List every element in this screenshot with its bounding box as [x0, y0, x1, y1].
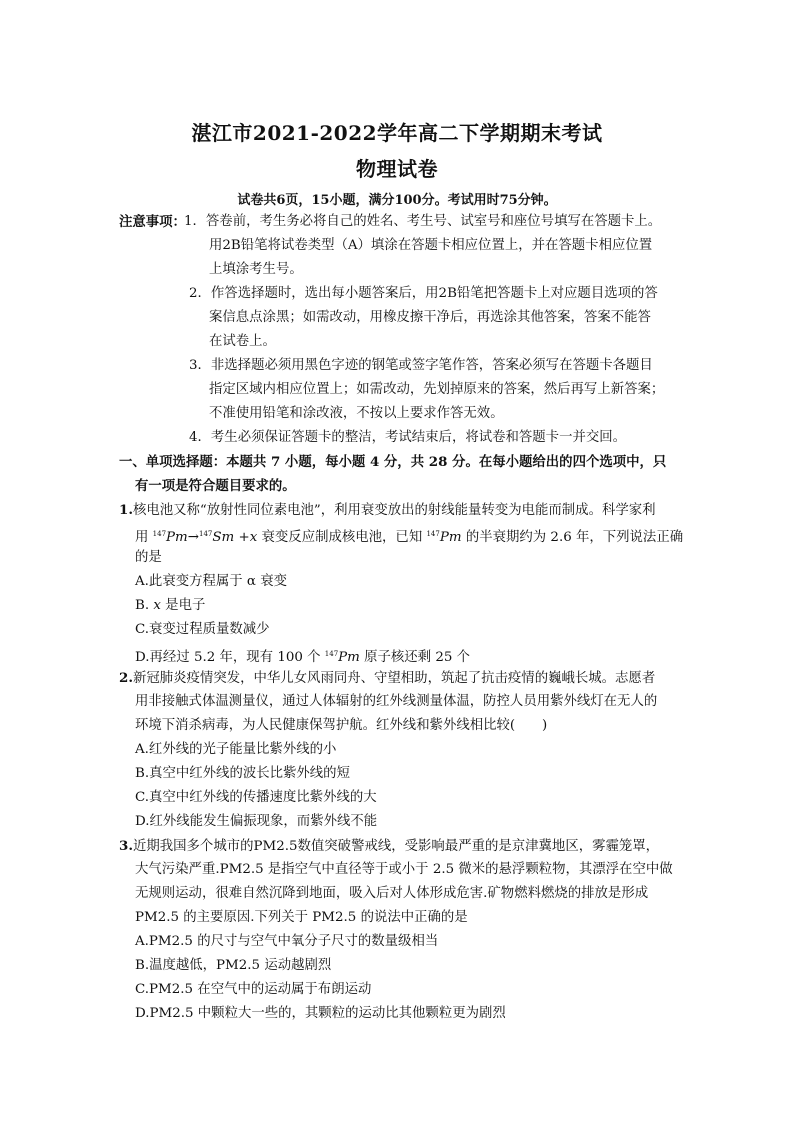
- option-a: A.此衰变方程属于 α 衰变: [135, 574, 287, 589]
- notice-line: 2．作答选择题时，选出每小题答案后，用2B铅笔把答题卡上对应题目选项的答: [189, 286, 658, 301]
- question-text: 近期我国多个城市的PM2.5数值突破警戒线，受影响最严重的是京津冀地区，雾霾笼罩，: [132, 839, 660, 854]
- question-number: 3.: [119, 838, 133, 854]
- notice-line: 1．答卷前，考生务必将自己的姓名、考生号、试室号和座位号填写在答题卡上。: [184, 214, 662, 229]
- option-label: B.: [135, 598, 154, 613]
- mass-number: 147: [198, 530, 213, 538]
- element-symbol: Pm: [439, 530, 462, 545]
- question-text: 核电池又称“放射性同位素电池”，利用衰变放出的射线能量转变为电能而制成。科学家利: [132, 503, 656, 518]
- question-3-line: 无规则运动，很难自然沉降到地面，吸入后对人体形成危害.矿物燃料燃烧的排放是形成: [135, 886, 649, 901]
- exam-info: 试卷共6页，15小题，满分100分。考试用时75分钟。: [237, 193, 557, 208]
- question-text: 新冠肺炎疫情突发，中华儿女风雨同舟、守望相助，筑起了抗击疫情的巍峨长城。志愿者: [132, 671, 656, 686]
- question-text: 的半衰期约为 2.6 年，下列说法正确: [461, 530, 684, 545]
- option-d: D.PM2.5 中颗粒大一些的，其颗粒的运动比其他颗粒更为剧烈: [135, 1006, 506, 1021]
- notice-line: 在试卷上。: [209, 334, 276, 349]
- question-number: 1.: [119, 502, 133, 518]
- option-c: C.PM2.5 在空气中的运动属于布朗运动: [135, 982, 372, 997]
- notice-line: 4．考生必须保证答题卡的整洁，考试结束后，将试卷和答题卡一并交回。: [189, 430, 627, 445]
- notice-line: 不准使用铅笔和涂改液，不按以上要求作答无效。: [209, 406, 504, 421]
- element-symbol: Sm: [212, 530, 235, 545]
- question-2-line: [119, 668, 655, 689]
- question-1-line: 的是: [135, 550, 162, 565]
- mass-number: 147: [152, 530, 167, 538]
- notice-label: 注意事项：: [119, 214, 186, 230]
- option-b: B.温度越低，PM2.5 运动越剧烈: [135, 958, 332, 973]
- question-text: 衰变反应制成核电池，已知: [257, 530, 427, 545]
- question-2-line: 环境下消杀病毒，为人民健康保驾护航。红外线和紫外线相比较( ): [135, 718, 548, 733]
- notice-line: 指定区域内相应位置上；如需改动，先划掉原来的答案，然后再写上新答案；: [209, 382, 665, 397]
- element-symbol: Pm: [166, 530, 188, 545]
- page-title: 湛江市2021-2022学年高二下学期期末考试: [191, 121, 603, 145]
- option-c: C.衰变过程质量数减少: [135, 622, 270, 637]
- option-d: D.红外线能发生偏振现象，而紫外线不能: [135, 814, 378, 829]
- particle-x: +x: [234, 530, 258, 545]
- question-3-line: 大气污染严重.PM2.5 是指空气中直径等于或小于 2.5 微米的悬浮颗粒物，其漂浮在空中做: [135, 862, 673, 877]
- option-d: [135, 644, 470, 668]
- option-text: D.再经过 5.2 年，现有 100 个: [135, 650, 325, 665]
- notice-line: 用2B铅笔将试卷类型（A）填涂在答题卡相应位置上，并在答题卡相应位置: [209, 238, 653, 253]
- question-1-formula-line: [135, 524, 683, 548]
- option-text: 是电子: [160, 598, 206, 613]
- notice-line: 上填涂考生号。: [209, 262, 303, 277]
- notice-line: 案信息点涂黑；如需改动，用橡皮擦干净后，再选涂其他答案，答案不能答: [209, 310, 651, 325]
- option-b: [135, 596, 205, 616]
- option-a: A.红外线的光子能量比紫外线的小: [135, 742, 337, 757]
- question-3-line: [119, 836, 659, 857]
- option-a: A.PM2.5 的尺寸与空气中氧分子尺寸的数量级相当: [135, 934, 439, 949]
- option-b: B.真空中红外线的波长比紫外线的短: [135, 766, 350, 781]
- question-text: 用: [135, 530, 153, 545]
- mass-number: 147: [426, 530, 440, 538]
- section-heading: 一、单项选择题：本题共 7 小题，每小题 4 分，共 28 分。在每小题给出的四个选项中，只: [119, 454, 667, 470]
- section-heading-cont: 有一项是符合题目要求的。: [135, 478, 296, 494]
- option-c: C.真空中红外线的传播速度比紫外线的大: [135, 790, 377, 805]
- page-subtitle: 物理试卷: [356, 157, 438, 181]
- mass-number: 147: [324, 650, 339, 658]
- element-symbol: Pm: [338, 650, 360, 665]
- particle-x: x: [153, 598, 161, 613]
- notice-line: 3．非选择题必须用黑色字迹的钢笔或签字笔作答，答案必须写在答题卡各题目: [189, 358, 653, 373]
- question-3-line: PM2.5 的主要原因.下列关于 PM2.5 的说法中正确的是: [135, 910, 468, 925]
- option-text: 原子核还剩 25 个: [359, 650, 471, 665]
- arrow-symbol: →: [187, 530, 199, 545]
- question-1-line: [119, 500, 656, 521]
- question-2-line: 用非接触式体温测量仪，通过人体辐射的红外线测量体温，防控人员用紫外线灯在无人的: [135, 694, 658, 709]
- question-number: 2.: [119, 670, 133, 686]
